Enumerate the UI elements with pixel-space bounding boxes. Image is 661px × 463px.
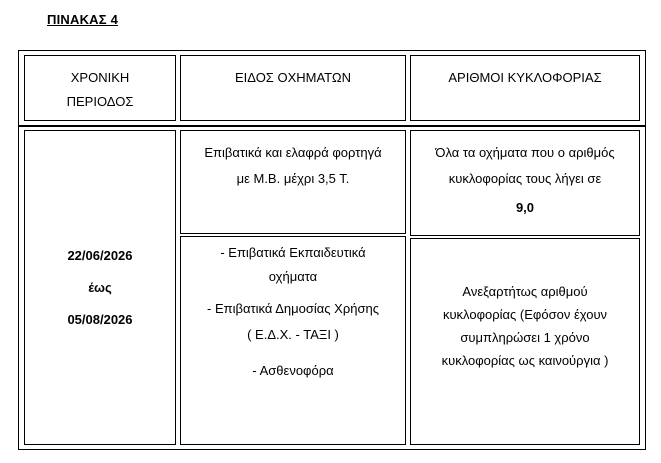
- vehicle-row2-line4: ( Ε.Δ.Χ. - ΤΑΞΙ ): [247, 327, 339, 342]
- plates-row2-line4: κυκλοφορίας ως καινούργια ): [441, 353, 609, 368]
- header-vehicle-type: ΕΙΔΟΣ ΟΧΗΜΑΤΩΝ: [235, 70, 351, 85]
- plates-row1-cell: [410, 130, 640, 236]
- period-from: 22/06/2026: [67, 247, 133, 263]
- header-vehicle-type-cell: [180, 55, 406, 121]
- vehicle-type-row2-cell: [180, 236, 406, 445]
- plates-row2-cell: [410, 238, 640, 445]
- header-period-line2: ΠΕΡΙΟΔΟΣ: [66, 94, 134, 109]
- plates-row1-digits: 9,0: [515, 200, 535, 215]
- header-period-cell: [24, 55, 176, 121]
- plates-row2-line1: Ανεξαρτήτως αριθμού: [462, 284, 588, 299]
- plates-row2-line2: κυκλοφορίας (Εφόσον έχουν: [442, 307, 608, 322]
- table-title: ΠΙΝΑΚΑΣ 4: [47, 12, 118, 27]
- vehicle-type-row1-cell: [180, 130, 406, 234]
- header-period-line1: ΧΡΟΝΙΚΗ: [70, 70, 130, 85]
- vehicle-row1-line1: Επιβατικά και ελαφρά φορτηγά: [204, 145, 382, 160]
- period-to: 05/08/2026: [67, 311, 133, 327]
- plates-row1-line2: κυκλοφορίας τους λήγει σε: [448, 171, 602, 186]
- header-plate-numbers-cell: [410, 55, 640, 121]
- header-divider: [18, 125, 646, 127]
- vehicle-row1-line2: με Μ.Β. μέχρι 3,5 Τ.: [236, 171, 350, 186]
- period-connector: έως: [88, 279, 112, 295]
- header-plate-numbers: ΑΡΙΘΜΟΙ ΚΥΚΛΟΦΟΡΙΑΣ: [448, 70, 602, 85]
- vehicle-row2-line1: - Επιβατικά Εκπαιδευτικά: [220, 245, 366, 260]
- vehicle-row2-line2: οχήματα: [268, 269, 318, 284]
- vehicle-row2-line3: - Επιβατικά Δημοσίας Χρήσης: [207, 301, 379, 316]
- plates-row2-line3: συμπληρώσει 1 χρόνο: [460, 330, 590, 345]
- vehicle-row2-line5: - Ασθενοφόρα: [252, 363, 334, 378]
- plates-row1-line1: Όλα τα οχήματα που ο αριθμός: [435, 145, 615, 160]
- period-cell: [24, 130, 176, 445]
